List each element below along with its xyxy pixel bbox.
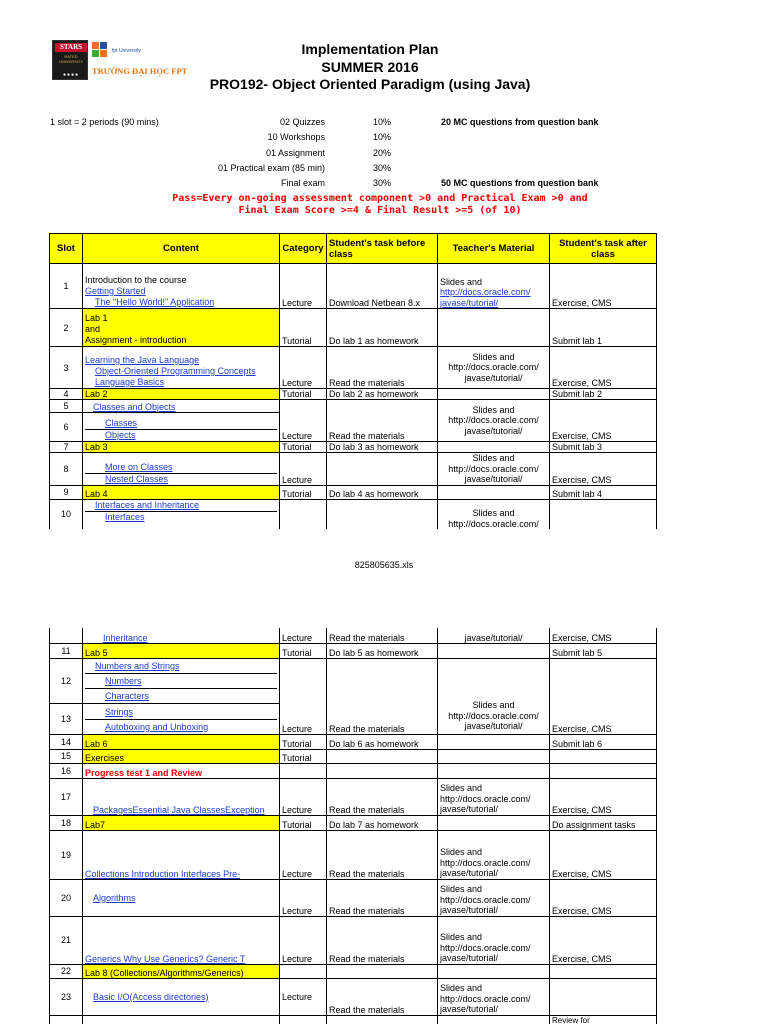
table-row <box>50 442 657 453</box>
material-text: Slides and <box>440 276 483 287</box>
table-row <box>50 749 657 763</box>
material-text: javase/tutorial/ <box>440 804 499 814</box>
before-cell: Do lab 2 as homework <box>327 389 438 400</box>
table-row <box>50 916 657 964</box>
after-cell: Submit lab 5 <box>550 643 657 658</box>
content-cell: Lab 8 (Collections/Algorithms/Generics) <box>83 964 280 978</box>
content-cell: Lab 3 <box>83 442 280 453</box>
slot-number <box>50 1015 83 1024</box>
material-cell <box>438 830 550 879</box>
slot-number <box>50 628 83 643</box>
material-cell <box>438 734 550 749</box>
content-cell <box>83 453 280 486</box>
slot-number: 21 <box>50 916 83 964</box>
stars-rating-logo <box>52 40 88 80</box>
slot-number: 15 <box>50 749 83 763</box>
category-cell: Lecture <box>280 413 327 442</box>
material-text: Slides and <box>440 783 483 793</box>
stars-dots: ●●●● <box>62 72 80 78</box>
table-row <box>50 643 657 658</box>
slot-number: 6 <box>50 413 83 442</box>
page-footer-filename: 825805635.xls <box>354 560 414 570</box>
slot-number: 12 <box>50 658 83 703</box>
content-cell <box>83 1015 280 1024</box>
category-cell: Lecture <box>280 628 327 643</box>
after-cell <box>550 763 657 778</box>
category-cell: Lecture <box>280 916 327 964</box>
slot-number: 23 <box>50 978 83 1015</box>
slot-number: 22 <box>50 964 83 978</box>
material-text: http://docs.oracle.com/ <box>440 857 531 868</box>
col-header-after: Student's task after class <box>550 234 657 264</box>
slot-number: 8 <box>50 453 83 486</box>
after-cell <box>550 400 657 413</box>
after-cell <box>550 749 657 763</box>
content-text: and <box>85 324 101 334</box>
slot-number: 18 <box>50 815 83 830</box>
after-cell <box>550 499 657 529</box>
content-cell <box>83 703 280 734</box>
material-cell: Slides and http://docs.oracle.com/ javase/tutorial/ <box>438 400 550 442</box>
before-cell: Do lab 3 as homework <box>327 442 438 453</box>
slot-number: 5 <box>50 400 83 413</box>
before-cell: Read the materials <box>327 830 438 879</box>
material-cell <box>438 879 550 916</box>
after-cell: Exercise, CMS <box>550 703 657 734</box>
table-row <box>50 389 657 400</box>
plan-table-page2 <box>49 628 657 1024</box>
slot-number: 17 <box>50 778 83 815</box>
assessment-label: 02 Quizzes <box>279 117 325 127</box>
material-cell <box>438 485 550 499</box>
category-cell: Lecture <box>280 453 327 486</box>
material-cell <box>438 815 550 830</box>
assessment-label: 01 Assignment <box>265 148 325 158</box>
category-cell <box>280 658 327 703</box>
category-cell: Tutorial <box>280 485 327 499</box>
assessment-label: 01 Practical exam (85 min) <box>217 163 325 173</box>
school-name: TRƯỜNG ĐẠI HỌC FPT <box>92 66 188 76</box>
material-cell <box>438 442 550 453</box>
material-text: javase/tutorial/ <box>440 953 499 963</box>
content-cell <box>83 658 280 703</box>
category-cell: Tutorial <box>280 309 327 347</box>
col-header-content: Content <box>83 234 280 264</box>
content-cell <box>83 264 280 309</box>
slot-number: 14 <box>50 734 83 749</box>
content-cell <box>83 347 280 389</box>
slot-number: 7 <box>50 442 83 453</box>
before-cell <box>327 400 438 413</box>
category-cell: Lecture <box>280 264 327 309</box>
after-cell <box>550 964 657 978</box>
table-row <box>50 658 657 703</box>
table-row <box>50 830 657 879</box>
content-link[interactable]: Language Basics <box>95 377 165 387</box>
fpt-logo-subtitle: fpt University <box>112 48 141 54</box>
after-cell: Submit lab 3 <box>550 442 657 453</box>
content-link[interactable]: The "Hello World!" Application <box>95 297 215 307</box>
content-text: Introduction to the course <box>85 275 187 285</box>
content-link[interactable]: Autoboxing and Unboxing <box>105 721 209 732</box>
content-link[interactable]: Collections Introduction Interfaces Pre- <box>83 830 280 879</box>
content-cell: Lab7 <box>83 815 280 830</box>
after-cell: Submit lab 6 <box>550 734 657 749</box>
assessment-note: 20 MC questions from question bank <box>441 117 599 127</box>
material-cell <box>438 1015 550 1024</box>
material-text: Slides and <box>440 884 483 894</box>
before-cell: Read the materials <box>327 778 438 815</box>
content-link[interactable]: Generics Why Use Generics? Generic T <box>83 916 280 964</box>
material-cell <box>438 964 550 978</box>
stars-text: STARS <box>55 43 87 52</box>
slot-number: 3 <box>50 347 83 389</box>
doc-term: SUMMER 2016 <box>321 59 419 75</box>
slot-number: 9 <box>50 485 83 499</box>
table-row <box>50 778 657 815</box>
table-row <box>50 1015 657 1024</box>
before-cell <box>327 763 438 778</box>
content-link[interactable]: Classes <box>85 418 277 430</box>
table-row <box>50 703 657 734</box>
table-row <box>50 628 657 643</box>
content-link[interactable]: PackagesEssential Java ClassesException <box>83 778 280 815</box>
material-text: javase/tutorial/ <box>440 905 499 915</box>
slot-number: 4 <box>50 389 83 400</box>
category-cell: Tutorial <box>280 643 327 658</box>
table-row <box>50 347 657 389</box>
content-link[interactable]: More on Classes <box>85 462 277 474</box>
table-row <box>50 815 657 830</box>
slot-number: 1 <box>50 264 83 309</box>
after-cell: Exercise, CMS <box>550 830 657 879</box>
material-cell <box>438 763 550 778</box>
material-text: http://docs.oracle.com/ <box>440 793 531 804</box>
before-cell: Read the materials <box>327 978 438 1015</box>
before-cell: Do lab 4 as homework <box>327 485 438 499</box>
after-cell: Exercise, CMS <box>550 347 657 389</box>
before-cell: Read the materials <box>327 347 438 389</box>
doc-title: Implementation Plan <box>301 41 439 57</box>
after-cell: Exercise, CMS <box>550 916 657 964</box>
content-link[interactable]: Interfaces <box>105 511 145 522</box>
material-cell <box>438 916 550 964</box>
table-row <box>50 734 657 749</box>
assessment-label: Final exam <box>280 178 325 188</box>
category-cell: Tutorial <box>280 442 327 453</box>
material-cell <box>438 749 550 763</box>
assessment-weight: 10% <box>373 132 392 142</box>
category-cell: Lecture <box>280 879 327 916</box>
content-link[interactable]: Object-Oriented Programming Concepts <box>95 366 256 376</box>
category-cell <box>280 1015 327 1024</box>
content-link[interactable]: Interfaces and Inheritance <box>85 500 277 512</box>
content-link[interactable]: Strings <box>85 705 277 720</box>
material-text: http://docs.oracle.com/ <box>440 894 531 905</box>
content-link[interactable]: Learning the Java Language <box>85 355 200 365</box>
content-text: Lab 1 <box>85 313 108 323</box>
material-text: Slides and <box>440 847 483 857</box>
content-link[interactable]: Numbers <box>85 674 277 689</box>
category-cell: Lecture <box>280 778 327 815</box>
plan-table-page1 <box>49 233 657 529</box>
after-cell: Exercise, CMS <box>550 778 657 815</box>
before-cell: Do lab 5 as homework <box>327 643 438 658</box>
content-link[interactable]: Classes and Objects <box>83 400 280 413</box>
col-header-category: Category <box>280 234 327 264</box>
table-row <box>50 485 657 499</box>
slot-number: 20 <box>50 879 83 916</box>
slot-number: 11 <box>50 643 83 658</box>
category-cell: Lecture <box>280 978 327 1015</box>
content-link[interactable]: Objects <box>105 430 136 440</box>
assessment-weight: 20% <box>373 148 392 158</box>
slot-number: 2 <box>50 309 83 347</box>
content-link[interactable]: Characters <box>105 690 150 701</box>
fpt-logo <box>92 40 188 76</box>
category-cell: Tutorial <box>280 389 327 400</box>
before-cell <box>327 658 438 703</box>
table-row <box>50 413 657 442</box>
after-cell: Exercise, CMS <box>550 628 657 643</box>
assessment-weight: 10% <box>373 117 392 127</box>
content-link[interactable]: Algorithms <box>83 879 280 916</box>
material-cell: Slides and http://docs.oracle.com/ <box>438 499 550 529</box>
content-link[interactable]: Inheritance <box>83 628 280 643</box>
slot-number: 10 <box>50 499 83 529</box>
table-row <box>50 309 657 347</box>
doc-course: PRO192- Object Oriented Paradigm (using Java) <box>209 76 531 92</box>
col-header-slot: Slot <box>50 234 83 264</box>
material-cell <box>438 309 550 347</box>
material-cell: Slides and http://docs.oracle.com/ javase/tutorial/ <box>438 347 550 389</box>
table-header-row <box>50 234 657 264</box>
assessment-label: 10 Workshops <box>267 132 325 142</box>
before-cell: Do lab 6 as homework <box>327 734 438 749</box>
table-row <box>50 499 657 529</box>
after-cell: Exercise, CMS <box>550 453 657 486</box>
pass-criteria-line1: Pass=Every on-going assessment component >0 and Practical Exam >0 and <box>172 193 588 204</box>
fpt-logo-icon <box>92 42 108 58</box>
content-cell: Progress test 1 and Review <box>83 763 280 778</box>
after-cell: Submit lab 4 <box>550 485 657 499</box>
after-cell <box>550 658 657 703</box>
col-header-material: Teacher's Material <box>438 234 550 264</box>
content-cell: Exercises <box>83 749 280 763</box>
before-cell: Read the materials <box>327 413 438 442</box>
content-link[interactable]: Basic I/O(Access directories) <box>83 978 280 1015</box>
material-text: Slides and <box>440 932 483 942</box>
pass-criteria-line2: Final Exam Score >=4 & Final Result >=5 (of 10) <box>238 205 522 216</box>
slot-number: 16 <box>50 763 83 778</box>
after-cell: Exercise, CMS <box>550 879 657 916</box>
slot-number: 19 <box>50 830 83 879</box>
before-cell <box>327 499 438 529</box>
before-cell: Do lab 7 as homework <box>327 815 438 830</box>
material-text: http://docs.oracle.com/ <box>440 993 531 1004</box>
content-link[interactable]: Nested Classes <box>105 473 169 484</box>
category-cell <box>280 499 327 529</box>
material-text: javase/tutorial/ <box>440 1004 499 1014</box>
col-header-before: Student's task before class <box>327 234 438 264</box>
category-cell: Lecture <box>280 347 327 389</box>
category-cell <box>280 763 327 778</box>
content-cell: Lab 6 <box>83 734 280 749</box>
before-cell: Read the materials <box>327 628 438 643</box>
table-row <box>50 763 657 778</box>
assessment-weight: 30% <box>373 163 392 173</box>
material-cell <box>438 389 550 400</box>
material-cell: Slides and http://docs.oracle.com/ javase/tutorial/ <box>438 453 550 486</box>
category-cell: Lecture <box>280 830 327 879</box>
material-link[interactable]: javase/tutorial/ <box>440 297 499 308</box>
after-cell: Submit lab 1 <box>550 309 657 347</box>
content-link[interactable]: Numbers and Strings <box>85 659 277 674</box>
table-row <box>50 453 657 486</box>
content-text: Assignment - introduction <box>85 335 187 345</box>
category-cell <box>280 964 327 978</box>
assessment-weight: 30% <box>373 178 392 188</box>
material-cell <box>438 978 550 1015</box>
category-cell <box>280 400 327 413</box>
material-cell: javase/tutorial/ <box>438 628 550 643</box>
content-cell: Lab 5 <box>83 643 280 658</box>
after-cell: Exercise, CMS <box>550 413 657 442</box>
before-cell <box>327 1015 438 1024</box>
content-link[interactable]: Getting Started <box>85 286 146 296</box>
content-cell: Lab 2 <box>83 389 280 400</box>
table-row <box>50 879 657 916</box>
material-text: javase/tutorial/ <box>440 868 499 878</box>
before-cell: Read the materials <box>327 916 438 964</box>
before-cell: Do lab 1 as homework <box>327 309 438 347</box>
content-cell <box>83 499 280 529</box>
material-text: Slides and <box>440 983 483 993</box>
before-cell <box>327 749 438 763</box>
before-cell: Download Netbean 8.x <box>327 264 438 309</box>
material-cell <box>438 264 550 309</box>
after-cell: Exercise, CMS <box>550 264 657 309</box>
category-cell: Tutorial <box>280 734 327 749</box>
after-cell: Do assignment tasks <box>550 815 657 830</box>
category-cell: Tutorial <box>280 815 327 830</box>
assessment-note: 50 MC questions from question bank <box>441 178 599 188</box>
material-text: http://docs.oracle.com/ <box>440 942 531 953</box>
before-cell <box>327 453 438 486</box>
material-cell: Slides and http://docs.oracle.com/ javase/tutorial/ <box>438 658 550 734</box>
category-cell: Tutorial <box>280 749 327 763</box>
material-link[interactable]: http://docs.oracle.com/ <box>440 287 531 297</box>
table-row <box>50 400 657 413</box>
before-cell <box>327 964 438 978</box>
material-cell <box>438 643 550 658</box>
slot-note: 1 slot = 2 periods (90 mins) <box>50 117 159 127</box>
category-cell: Lecture <box>280 703 327 734</box>
table-row <box>50 978 657 1015</box>
slot-number: 13 <box>50 703 83 734</box>
before-cell: Read the materials <box>327 703 438 734</box>
before-cell: Read the materials <box>327 879 438 916</box>
after-cell: Submit lab 2 <box>550 389 657 400</box>
after-cell: Review for <box>550 1015 657 1024</box>
stars-subtext: RATED UNIVERSITY <box>58 54 83 64</box>
content-cell <box>83 309 280 347</box>
material-cell <box>438 778 550 815</box>
table-row <box>50 964 657 978</box>
school-logo <box>52 40 188 84</box>
after-cell <box>550 978 657 1015</box>
table-row <box>50 264 657 309</box>
content-cell: Lab 4 <box>83 485 280 499</box>
content-cell <box>83 413 280 442</box>
